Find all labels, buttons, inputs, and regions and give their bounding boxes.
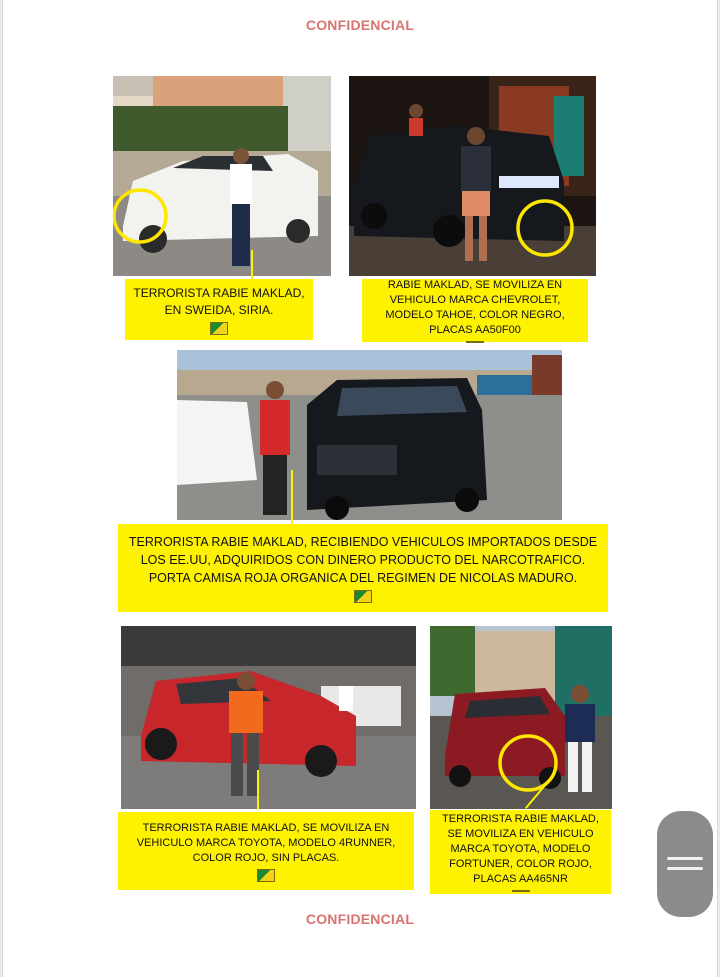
grip-line-icon bbox=[667, 867, 703, 870]
source-logo-icon bbox=[210, 322, 228, 335]
caption-text-4: TERRORISTA RABIE MAKLAD, SE MOVILIZA EN VEHICULO MARCA TOYOTA, MODELO 4RUNNER, COLOR ROJO, SIN PLACAS. bbox=[136, 821, 396, 864]
caption-pointer-3 bbox=[291, 470, 293, 525]
photo-black-tahoe bbox=[349, 76, 596, 276]
photo-red-fortuner bbox=[430, 626, 612, 809]
caption-box-5 bbox=[430, 810, 611, 894]
caption-text-5: TERRORISTA RABIE MAKLAD, SE MOVILIZA EN VEHICULO MARCA TOYOTA, MODELO FORTUNER, COLOR ROJO, PLACAS AA465NR bbox=[442, 813, 599, 885]
caption-text-3: TERRORISTA RABIE MAKLAD, RECIBIENDO VEHICULOS IMPORTADOS DESDE LOS EE.UU, ADQUIRIDOS CON DINERO PRODUCTO DEL NARCOTRAFICO. PORTA CAMISA ROJA ORGANICA DEL REGIMEN DE NICOLAS MADURO. bbox=[128, 535, 598, 585]
source-logo-icon bbox=[257, 869, 275, 882]
header-confidential: CONFIDENCIAL bbox=[305, 17, 415, 33]
caption-text-2: RABIE MAKLAD, SE MOVILIZA EN VEHICULO MARCA CHEVROLET, MODELO TAHOE, COLOR NEGRO, PLACAS AA50F00 bbox=[385, 279, 565, 336]
photo-red-4runner bbox=[121, 626, 416, 809]
caption-pointer-4 bbox=[257, 770, 259, 810]
footer-confidential: CONFIDENCIAL bbox=[305, 911, 415, 927]
caption-box-3 bbox=[118, 524, 608, 612]
source-logo-icon bbox=[466, 341, 484, 343]
caption-text-1: TERRORISTA RABIE MAKLAD, EN SWEIDA, SIRIA. bbox=[133, 285, 305, 317]
source-logo-icon bbox=[512, 890, 530, 892]
source-logo-icon bbox=[354, 590, 372, 603]
photo-white-suv bbox=[113, 76, 331, 276]
caption-box-1 bbox=[125, 279, 313, 340]
caption-box-2 bbox=[362, 279, 588, 342]
caption-pointer-1 bbox=[251, 250, 253, 280]
grip-line-icon bbox=[667, 857, 703, 860]
scroll-handle[interactable] bbox=[657, 811, 713, 917]
caption-box-4 bbox=[118, 812, 414, 890]
photo-imported-vehicles bbox=[177, 350, 562, 520]
